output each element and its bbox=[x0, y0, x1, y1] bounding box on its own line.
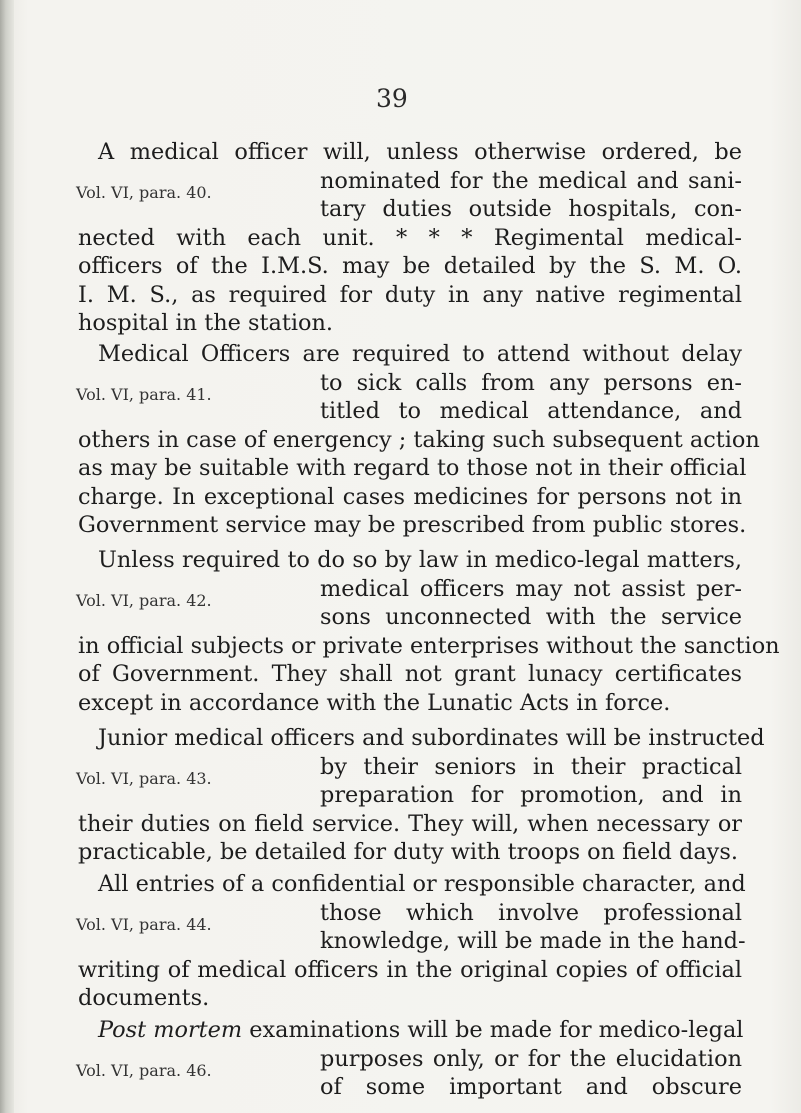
text-line: I. M. S., as required for duty in any native regimental bbox=[78, 281, 742, 308]
text-line: those which involve professional bbox=[320, 899, 742, 926]
text-line: Medical Officers are required to attend without delay bbox=[98, 341, 742, 367]
side-note: Vol. VI, para. 42. bbox=[76, 590, 212, 610]
text-line: by their seniors in their practical bbox=[320, 753, 742, 780]
text-line: except in accordance with the Lunatic Acts in force. bbox=[78, 689, 671, 716]
text-line bbox=[78, 1016, 742, 1045]
page-number: 39 bbox=[376, 84, 408, 113]
paragraph-para-42 bbox=[76, 546, 780, 717]
text-line: hospital in the station. bbox=[78, 310, 334, 336]
text-line: others in case of energency ; taking such subsequent action bbox=[78, 426, 760, 453]
text-line: of some important and obscure bbox=[320, 1074, 742, 1100]
text-line: writing of medical officers in the original copies of official bbox=[78, 956, 742, 983]
side-note-group bbox=[78, 1045, 742, 1102]
side-note: Vol. VI, para. 41. bbox=[76, 384, 212, 404]
text-line: in official subjects or private enterprises without the sanction bbox=[78, 632, 780, 659]
text-line: Unless required to do so by law in medico-legal matters, bbox=[98, 547, 742, 573]
text-line: knowledge, will be made in the hand- bbox=[320, 928, 746, 954]
text-line: tary duties outside hospitals, con- bbox=[320, 196, 742, 222]
italic-lead: Post mortem bbox=[98, 1017, 243, 1043]
side-note-group bbox=[78, 575, 742, 632]
text-line: medical officers may not assist per- bbox=[320, 575, 742, 602]
text-line: charge. In exceptional cases medicines for persons not in bbox=[78, 483, 742, 510]
text-line: as may be suitable with regard to those not in their official bbox=[78, 455, 747, 481]
side-note: Vol. VI, para. 43. bbox=[76, 768, 212, 788]
text-line: of Government. They shall not grant lunacy certificates bbox=[78, 661, 742, 687]
side-note-group bbox=[78, 167, 742, 224]
paragraph-para-46 bbox=[78, 1016, 742, 1102]
text-line: officers of the I.M.S. may be detailed by the S. M. O. bbox=[78, 253, 742, 279]
text-line: All entries of a confidential or responsible character, and bbox=[98, 871, 746, 897]
side-note: Vol. VI, para. 44. bbox=[76, 914, 212, 934]
text-line: titled to medical attendance, and bbox=[320, 398, 742, 424]
text-line: nominated for the medical and sani- bbox=[320, 167, 742, 194]
text-line: practicable, be detailed for duty with troops on field days. bbox=[78, 839, 738, 865]
text-line: their duties on field service. They will, when necessary or bbox=[78, 810, 742, 837]
paragraph-para-40 bbox=[78, 138, 742, 338]
text-line: sons unconnected with the service bbox=[320, 604, 742, 630]
text-line: documents. bbox=[78, 985, 210, 1011]
paragraph-para-44 bbox=[76, 870, 746, 1013]
text-line: purposes only, or for the elucidation bbox=[320, 1045, 742, 1072]
text-fragment: examinations will be made for medico-legal bbox=[242, 1017, 744, 1043]
side-note-group bbox=[78, 753, 742, 810]
side-note-group bbox=[76, 899, 746, 956]
side-note: Vol. VI, para. 40. bbox=[76, 182, 212, 202]
text-line: preparation for promotion, and in bbox=[320, 782, 742, 808]
binding-gutter bbox=[0, 0, 14, 1113]
paragraph-para-41 bbox=[76, 340, 760, 540]
text-line: nected with each unit. * * * Regimental medical- bbox=[78, 224, 742, 251]
side-note-group bbox=[78, 369, 742, 426]
text-line: Government service may be prescribed from public stores. bbox=[78, 512, 747, 538]
paragraph-para-43 bbox=[76, 724, 765, 867]
text-line: to sick calls from any persons en- bbox=[320, 369, 742, 396]
text-line: Junior medical officers and subordinates will be instructed bbox=[98, 725, 765, 751]
text-line: A medical officer will, unless otherwise ordered, be bbox=[98, 139, 742, 165]
side-note: Vol. VI, para. 46. bbox=[76, 1060, 212, 1080]
